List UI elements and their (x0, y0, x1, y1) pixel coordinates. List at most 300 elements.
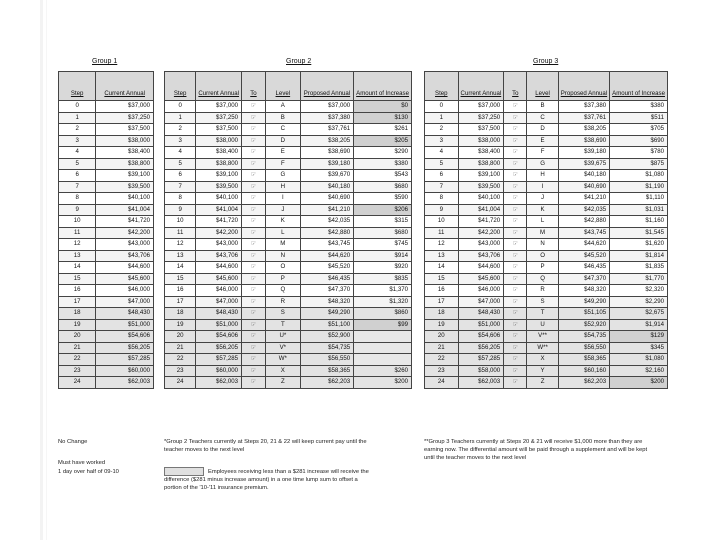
highlight-legend-swatch (164, 467, 204, 476)
group2-title: Group 2 (286, 58, 312, 65)
group3-cell: V** (527, 331, 558, 343)
group3-cell: 1 (425, 112, 459, 124)
group2-cell: W* (265, 354, 300, 366)
group2-cell: P (265, 273, 300, 285)
group1-cell: $41,720 (96, 216, 154, 228)
group2-cell: 6 (165, 170, 196, 182)
group3-cell: $1,110 (610, 193, 668, 205)
pointing-hand-icon: ☞ (242, 193, 266, 205)
group1-cell: $54,606 (96, 331, 154, 343)
group2-cell: $37,000 (196, 101, 242, 113)
group1-cell: 17 (59, 296, 96, 308)
group3-table (424, 71, 668, 389)
pointing-hand-icon: ☞ (242, 285, 266, 297)
group2-header-to: To (242, 72, 266, 101)
group2-cell (354, 331, 412, 343)
group2-cell: $60,000 (196, 365, 242, 377)
group3-cell: 15 (425, 273, 459, 285)
group3-cell: $2,675 (610, 308, 668, 320)
group3-cell: $48,320 (558, 285, 609, 297)
group3-cell: $1,620 (610, 239, 668, 251)
group2-cell: $58,365 (300, 365, 353, 377)
group2-cell: S (265, 308, 300, 320)
table-row (425, 319, 668, 331)
pointing-hand-icon: ☞ (242, 124, 266, 136)
group2-cell: C (265, 124, 300, 136)
group3-cell: N (527, 239, 558, 251)
group3-cell: $39,100 (458, 170, 504, 182)
table-row (425, 204, 668, 216)
pointing-hand-icon: ☞ (242, 101, 266, 113)
table-row (165, 308, 412, 320)
group1-cell: 21 (59, 342, 96, 354)
group2-cell: $1,320 (354, 296, 412, 308)
group1-header-step: Step (59, 72, 96, 101)
table-row (165, 181, 412, 193)
pointing-hand-icon: ☞ (242, 296, 266, 308)
table-row (59, 377, 154, 389)
group1-cell: 13 (59, 250, 96, 262)
group3-cell: F (527, 147, 558, 159)
group2-cell: 19 (165, 319, 196, 331)
table-row (59, 101, 154, 113)
group2-cell (354, 354, 412, 366)
group1-cell: $37,500 (96, 124, 154, 136)
group1-cell: $57,285 (96, 354, 154, 366)
table-row (425, 273, 668, 285)
group2-cell: 21 (165, 342, 196, 354)
table-row (165, 285, 412, 297)
group1-cell: 19 (59, 319, 96, 331)
group1-cell: $48,430 (96, 308, 154, 320)
pointing-hand-icon: ☞ (504, 170, 527, 182)
group2-cell: F (265, 158, 300, 170)
group1-cell: 14 (59, 262, 96, 274)
group1-cell: $38,800 (96, 158, 154, 170)
table-row (165, 227, 412, 239)
table-row (59, 193, 154, 205)
group3-cell: H (527, 170, 558, 182)
pointing-hand-icon: ☞ (504, 239, 527, 251)
group2-cell: $44,620 (300, 250, 353, 262)
group2-cell: $44,600 (196, 262, 242, 274)
group3-cell: $37,761 (558, 112, 609, 124)
table-row (425, 285, 668, 297)
group2-cell: R (265, 296, 300, 308)
group3-header-step: Step (425, 72, 459, 101)
group1-cell: $45,600 (96, 273, 154, 285)
table-row (425, 216, 668, 228)
pointing-hand-icon: ☞ (242, 204, 266, 216)
table-row (59, 135, 154, 147)
group2-cell: $37,000 (300, 101, 353, 113)
group3-cell: $51,000 (458, 319, 504, 331)
group2-cell: Q (265, 285, 300, 297)
group2-cell: $40,690 (300, 193, 353, 205)
table-row (165, 365, 412, 377)
group2-cell: 10 (165, 216, 196, 228)
group3-cell: $1,190 (610, 181, 668, 193)
group2-cell: U* (265, 331, 300, 343)
pointing-hand-icon: ☞ (242, 158, 266, 170)
group2-cell: J (265, 204, 300, 216)
group1-cell: $38,000 (96, 135, 154, 147)
group3-cell: 20 (425, 331, 459, 343)
group1-half-year-note: 1 day over half of 09-10 (58, 469, 119, 475)
group2-cell: $42,035 (300, 216, 353, 228)
table-row (425, 296, 668, 308)
group2-cell: 7 (165, 181, 196, 193)
group2-cell: $835 (354, 273, 412, 285)
group2-cell: $38,400 (196, 147, 242, 159)
group1-cell: 1 (59, 112, 96, 124)
group3-cell: J (527, 193, 558, 205)
table-row (165, 193, 412, 205)
group2-cell: $39,500 (196, 181, 242, 193)
group2-cell: $200 (354, 377, 412, 389)
group1-header-current-annual: Current Annual (96, 72, 154, 101)
table-row (425, 262, 668, 274)
group2-cell: $0 (354, 101, 412, 113)
table-row (165, 354, 412, 366)
group1-cell: 0 (59, 101, 96, 113)
group2-cell: A (265, 101, 300, 113)
group3-cell: Y (527, 365, 558, 377)
group3-header-amount-of-increase: Amount of Increase (610, 72, 668, 101)
group3-cell: $2,290 (610, 296, 668, 308)
table-row (59, 239, 154, 251)
group2-cell (354, 342, 412, 354)
pointing-hand-icon: ☞ (242, 365, 266, 377)
group2-cell: $51,000 (196, 319, 242, 331)
group3-cell: $705 (610, 124, 668, 136)
group3-cell: 5 (425, 158, 459, 170)
group2-cell: $590 (354, 193, 412, 205)
group3-cell: $2,160 (610, 365, 668, 377)
group3-cell: 22 (425, 354, 459, 366)
group2-cell: E (265, 147, 300, 159)
table-row (425, 365, 668, 377)
group2-header-level: Level (265, 72, 300, 101)
group3-cell: $39,675 (558, 158, 609, 170)
group3-cell: $43,000 (458, 239, 504, 251)
group1-cell: $39,500 (96, 181, 154, 193)
group3-cell: $52,920 (558, 319, 609, 331)
group2-cell: V* (265, 342, 300, 354)
pointing-hand-icon: ☞ (504, 101, 527, 113)
group2-cell: D (265, 135, 300, 147)
table-row (59, 147, 154, 159)
group2-header-amount-of-increase: Amount of Increase (354, 72, 412, 101)
table-row (425, 239, 668, 251)
group3-cell: 3 (425, 135, 459, 147)
pointing-hand-icon: ☞ (242, 216, 266, 228)
table-row (59, 158, 154, 170)
group2-header-current-annual: Current Annual (196, 72, 242, 101)
group2-cell: $43,706 (196, 250, 242, 262)
group2-cell: $41,720 (196, 216, 242, 228)
group3-cell: $37,000 (458, 101, 504, 113)
group2-cell: M (265, 239, 300, 251)
group2-cell: Z (265, 377, 300, 389)
group2-cell: $37,761 (300, 124, 353, 136)
group3-cell: $39,180 (558, 147, 609, 159)
group1-cell: $62,003 (96, 377, 154, 389)
group1-cell: 8 (59, 193, 96, 205)
group1-cell: $41,004 (96, 204, 154, 216)
group2-cell: 23 (165, 365, 196, 377)
group2-cell: 8 (165, 193, 196, 205)
group3-cell: $48,430 (458, 308, 504, 320)
group2-cell: $62,003 (196, 377, 242, 389)
group3-cell: M (527, 227, 558, 239)
table-row (165, 273, 412, 285)
table-row (59, 170, 154, 182)
group2-cell: $56,550 (300, 354, 353, 366)
pointing-hand-icon: ☞ (504, 273, 527, 285)
group3-cell: 19 (425, 319, 459, 331)
table-row (59, 319, 154, 331)
group3-cell: $43,745 (558, 227, 609, 239)
pointing-hand-icon: ☞ (242, 239, 266, 251)
group3-cell: $54,606 (458, 331, 504, 343)
group3-cell: 12 (425, 239, 459, 251)
group3-cell: $37,250 (458, 112, 504, 124)
group3-footnote: **Group 3 Teachers currently at Steps 20 & 21 will receive $1,000 more than they are earning now. The differential amount will be paid through a supplement and will be kept until the teacher moves to the next level (424, 439, 648, 461)
group3-cell: $40,690 (558, 181, 609, 193)
group3-cell: $51,105 (558, 308, 609, 320)
table-row (165, 124, 412, 136)
table-row (59, 365, 154, 377)
group3-title: Group 3 (533, 58, 559, 65)
table-row (59, 227, 154, 239)
pointing-hand-icon: ☞ (242, 227, 266, 239)
group1-cell: $46,000 (96, 285, 154, 297)
table-row (425, 331, 668, 343)
pointing-hand-icon: ☞ (504, 147, 527, 159)
group3-cell: 6 (425, 170, 459, 182)
table-row (165, 135, 412, 147)
group3-cell: $47,000 (458, 296, 504, 308)
group3-cell: 24 (425, 377, 459, 389)
group1-cell: $51,000 (96, 319, 154, 331)
group3-cell: $41,004 (458, 204, 504, 216)
group3-cell: $2,320 (610, 285, 668, 297)
pointing-hand-icon: ☞ (242, 181, 266, 193)
table-row (59, 181, 154, 193)
pointing-hand-icon: ☞ (504, 216, 527, 228)
group3-cell: $43,706 (458, 250, 504, 262)
group2-cell: $49,290 (300, 308, 353, 320)
table-row (165, 101, 412, 113)
pointing-hand-icon: ☞ (504, 135, 527, 147)
group3-cell: $62,203 (558, 377, 609, 389)
group2-cell: $37,380 (300, 112, 353, 124)
table-row (59, 296, 154, 308)
pointing-hand-icon: ☞ (242, 308, 266, 320)
pointing-hand-icon: ☞ (242, 147, 266, 159)
pointing-hand-icon: ☞ (504, 308, 527, 320)
group2-cell: $680 (354, 227, 412, 239)
group3-cell: 9 (425, 204, 459, 216)
group3-header-current-annual: Current Annual (458, 72, 504, 101)
group1-cell: $40,100 (96, 193, 154, 205)
group3-cell: $1,814 (610, 250, 668, 262)
group3-cell: $62,003 (458, 377, 504, 389)
table-row (59, 262, 154, 274)
pointing-hand-icon: ☞ (242, 354, 266, 366)
table-row (59, 285, 154, 297)
group3-cell: $511 (610, 112, 668, 124)
group2-cell: $47,000 (196, 296, 242, 308)
group2-cell: $37,500 (196, 124, 242, 136)
table-row (425, 377, 668, 389)
pointing-hand-icon: ☞ (504, 262, 527, 274)
pointing-hand-icon: ☞ (504, 331, 527, 343)
group2-cell: $40,180 (300, 181, 353, 193)
group2-cell: 13 (165, 250, 196, 262)
group2-swatch-text: Employees receiving less than a $281 increase will receive the difference ($281 minus increase amount) in a one time lump sum to offset a portion of the '10-'11 insurance premium. (164, 469, 369, 492)
table-row (59, 308, 154, 320)
group1-cell: 4 (59, 147, 96, 159)
group2-cell: $380 (354, 158, 412, 170)
group1-cell: $43,706 (96, 250, 154, 262)
group1-cell: 24 (59, 377, 96, 389)
group3-cell: S (527, 296, 558, 308)
group1-cell: 3 (59, 135, 96, 147)
table-row (59, 204, 154, 216)
group2-cell: $260 (354, 365, 412, 377)
group1-cell: 5 (59, 158, 96, 170)
table-row (165, 342, 412, 354)
pointing-hand-icon: ☞ (504, 354, 527, 366)
group1-cell: 20 (59, 331, 96, 343)
group3-header-level: Level (527, 72, 558, 101)
group2-cell: $39,100 (196, 170, 242, 182)
group3-cell: $60,160 (558, 365, 609, 377)
group3-cell: $45,520 (558, 250, 609, 262)
group2-cell: 17 (165, 296, 196, 308)
group1-cell: 9 (59, 204, 96, 216)
group1-cell: $37,000 (96, 101, 154, 113)
group1-cell: $47,000 (96, 296, 154, 308)
group2-cell: G (265, 170, 300, 182)
pointing-hand-icon: ☞ (504, 181, 527, 193)
group2-cell: 0 (165, 101, 196, 113)
table-row (425, 354, 668, 366)
group3-cell: 23 (425, 365, 459, 377)
table-row (59, 250, 154, 262)
group3-cell: $39,500 (458, 181, 504, 193)
group3-cell: $45,600 (458, 273, 504, 285)
group2-cell: $48,430 (196, 308, 242, 320)
group3-cell: $37,500 (458, 124, 504, 136)
pointing-hand-icon: ☞ (504, 124, 527, 136)
group3-cell: 7 (425, 181, 459, 193)
group1-table (58, 71, 154, 389)
group1-cell: 22 (59, 354, 96, 366)
group2-table (164, 71, 412, 389)
group2-cell: 14 (165, 262, 196, 274)
group3-cell: $58,000 (458, 365, 504, 377)
group1-cell: 11 (59, 227, 96, 239)
group3-cell: $41,720 (458, 216, 504, 228)
table-row (165, 239, 412, 251)
group2-cell: $54,735 (300, 342, 353, 354)
group1-cell: $60,000 (96, 365, 154, 377)
group3-cell: $129 (610, 331, 668, 343)
group2-cell: T (265, 319, 300, 331)
group1-cell: $44,600 (96, 262, 154, 274)
group3-cell: $380 (610, 101, 668, 113)
pointing-hand-icon: ☞ (242, 112, 266, 124)
group2-cell: $38,690 (300, 147, 353, 159)
pointing-hand-icon: ☞ (504, 285, 527, 297)
group2-cell: $680 (354, 181, 412, 193)
group2-cell: $54,606 (196, 331, 242, 343)
group1-cell: 10 (59, 216, 96, 228)
group3-cell: 17 (425, 296, 459, 308)
group2-cell: $39,670 (300, 170, 353, 182)
group3-cell: $46,000 (458, 285, 504, 297)
group2-cell: 24 (165, 377, 196, 389)
group3-cell: E (527, 135, 558, 147)
pointing-hand-icon: ☞ (242, 377, 266, 389)
group3-cell: $690 (610, 135, 668, 147)
group2-cell: $543 (354, 170, 412, 182)
group3-cell: 14 (425, 262, 459, 274)
group3-cell: $38,800 (458, 158, 504, 170)
group3-cell: 13 (425, 250, 459, 262)
group3-cell: $58,365 (558, 354, 609, 366)
table-row (165, 112, 412, 124)
group2-cell: I (265, 193, 300, 205)
group1-cell: 2 (59, 124, 96, 136)
group2-cell: H (265, 181, 300, 193)
table-row (425, 170, 668, 182)
table-row (59, 216, 154, 228)
group3-cell: $38,205 (558, 124, 609, 136)
table-row (165, 158, 412, 170)
group2-cell: $920 (354, 262, 412, 274)
table-row (425, 342, 668, 354)
group2-cell: $914 (354, 250, 412, 262)
group3-cell: $1,031 (610, 204, 668, 216)
group3-cell: $40,180 (558, 170, 609, 182)
group2-cell: $48,320 (300, 296, 353, 308)
group2-cell: $52,900 (300, 331, 353, 343)
pointing-hand-icon: ☞ (504, 319, 527, 331)
group2-cell: $42,200 (196, 227, 242, 239)
group3-cell: $780 (610, 147, 668, 159)
table-row (425, 308, 668, 320)
group3-cell: $47,370 (558, 273, 609, 285)
group3-cell: B (527, 101, 558, 113)
table-row (165, 170, 412, 182)
table-row (165, 262, 412, 274)
group3-cell: $1,080 (610, 354, 668, 366)
group3-cell: 16 (425, 285, 459, 297)
table-row (59, 273, 154, 285)
group3-cell: 11 (425, 227, 459, 239)
group3-cell: 18 (425, 308, 459, 320)
group3-cell: $200 (610, 377, 668, 389)
table-row (165, 331, 412, 343)
table-row (59, 331, 154, 343)
group3-cell: $38,000 (458, 135, 504, 147)
table-row (425, 193, 668, 205)
group3-cell: $42,035 (558, 204, 609, 216)
